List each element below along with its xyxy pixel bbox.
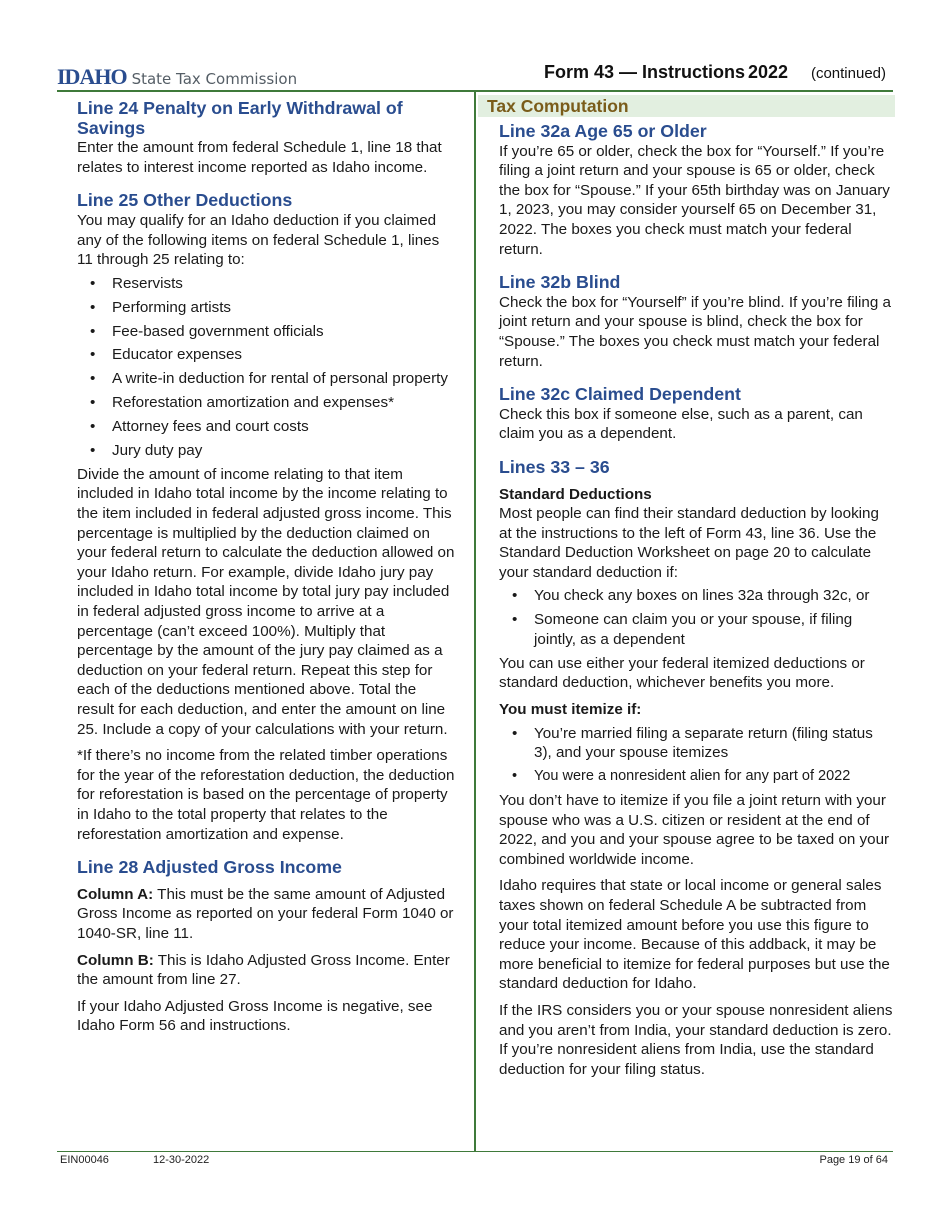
line28-heading: Line 28 Adjusted Gross Income [77,857,342,878]
line32a-text: If you’re 65 or older, check the box for “Yourself.” If you’re filing a joint return and your spouse is 65 or older, check the box for “Spouse.” If your 65th birthday was on January 1, 2023, you may consider yourself 65 on December 31, 2022. The boxes you check must match your federal return. [499,142,890,258]
line25-heading: Line 25 Other Deductions [77,190,293,211]
column-b-text [77,951,455,990]
footer-divider [57,1151,893,1152]
line32a-heading: Line 32a Age 65 or Older [499,121,707,141]
list-item: • You check any boxes on lines 32a through 32c, or [499,586,894,606]
addback-text: Idaho requires that state or local income or general sales taxes shown on federal Schedule A be subtracted from your total itemized amount before you use this figure to reduce your income. Because of this addback, it may be more beneficial to itemize for federal purposes but use the standard deduction for Idaho. [499,877,890,993]
column-divider [474,92,476,1151]
line32c-heading: Line 32c Claimed Dependent [499,384,741,405]
list-item: • A write-in deduction for rental of personal property [77,369,455,389]
footer-ein: EIN00046 [60,1154,109,1166]
list-item: • Someone can claim you or your spouse, if filing jointly, as a dependent [499,610,894,649]
list-item: • You were a nonresident alien for any part of 2022 [499,767,894,787]
list-item: • Jury duty pay [77,441,455,461]
line28-note: If your Idaho Adjusted Gross Income is negative, see Idaho Form 56 and instructions. [77,997,433,1035]
line25-intro: You may qualify for an Idaho deduction if you claimed any of the following items on federal Schedule 1, lines 11 through 25 relating to: [77,211,440,269]
standard-deductions-subheading: Standard Deductions [499,485,652,503]
footer-date: 12-30-2022 [153,1154,210,1166]
right-column [499,122,894,1079]
nonresident-text: If the IRS considers you or your spouse nonresident aliens and you aren’t from India, your standard deduction is zero. If you’re nonresident aliens from India, use the standard deduction for your filing status. [499,1001,893,1078]
standard-deductions-list [499,586,894,649]
line25-paragraph: Divide the amount of income relating to that item included in Idaho total income by the income relating to the item included in federal adjusted gross income. This percentage is multiplied by the deduction claimed on your federal return to calculate the deduction allowed on your Idaho return. For example, divide Idaho jury pay included in Idaho total income by total jury pay included in federal adjusted gross income to arrive at a percentage (can’t exceed 100%). Multiply that percentage by the amount of the jury pay claimed as a deduction on your federal return. Repeat this step for each of the deductions mentioned above. Total the result for each deduction, and enter the amount on line 25. Include a copy of your calculations with your return. [77,465,455,738]
page-header [57,60,890,90]
line25-list [77,274,455,461]
line32b-heading: Line 32b Blind [499,272,621,293]
list-item: • Fee-based government officials [77,322,455,342]
lines33-36-heading: Lines 33 – 36 [499,456,610,477]
footer-page-number: Page 19 of 64 [819,1154,888,1166]
left-column [77,99,455,1036]
logo-agency-name: State Tax Commission [131,70,298,88]
form-title: Form 43 — Instructions [543,62,745,82]
line24-heading: Line 24 Penalty on Early Withdrawal of Savings [77,98,403,138]
line32c-text: Check this box if someone else, such as a parent, can claim you as a dependent. [499,405,863,443]
list-item: • Reservists [77,274,455,294]
itemize-text: You can use either your federal itemized deductions or standard deduction, whichever benefits you more. [499,654,865,692]
form-year: 2022 [747,62,788,82]
list-item: • Educator expenses [77,345,455,365]
idaho-logo [57,64,297,90]
joint-return-text: You don’t have to itemize if you file a joint return with your spouse who was a U.S. citizen or resident at the end of 2022, and you and your spouse agree to be taxed on your combined worldwide income. [499,792,890,868]
column-a-body: This must be the same amount of Adjusted Gross Income as reported on your federal Form 1040 or 1040-SR, line 11. [77,885,454,942]
line32b-text: Check the box for “Yourself” if you’re blind. If you’re filing a joint return and your spouse is blind, check the box for “Spouse.” The boxes you check must match your federal return. [499,293,891,370]
line24-text: Enter the amount from federal Schedule 1, line 18 that relates to interest income reported as Idaho income. [77,139,442,176]
column-a-text [77,885,455,944]
continued-label: (continued) [810,65,886,82]
column-b-body: This is Idaho Adjusted Gross Income. Enter the amount from line 27. [77,951,450,989]
list-item: • Attorney fees and court costs [77,417,455,437]
reforestation-note: *If there’s no income from the related timber operations for the year of the reforestation deduction, the deduction for reforestation is based on the percentage of property in Idaho to the total property that relates to the reforestation amortization and expense. [77,747,455,843]
must-itemize-heading: You must itemize if: [499,701,642,719]
must-itemize-list [499,724,894,787]
list-item: • You’re married filing a separate return (filing status 3), and your spouse itemizes [499,724,894,763]
section-title: Tax Computation [487,96,629,116]
list-item: • Reforestation amortization and expenses* [77,393,455,413]
column-b-label: Column B: [77,951,154,969]
list-item: • Performing artists [77,298,455,318]
logo-wordmark: IDAHO [57,64,127,89]
column-a-label: Column A: [77,885,154,903]
standard-deductions-text: Most people can find their standard deduction by looking at the instructions to the left of Form 43, line 36. Use the Standard Deduction Worksheet on page 20 to calculate your standard deduction if: [499,505,879,581]
